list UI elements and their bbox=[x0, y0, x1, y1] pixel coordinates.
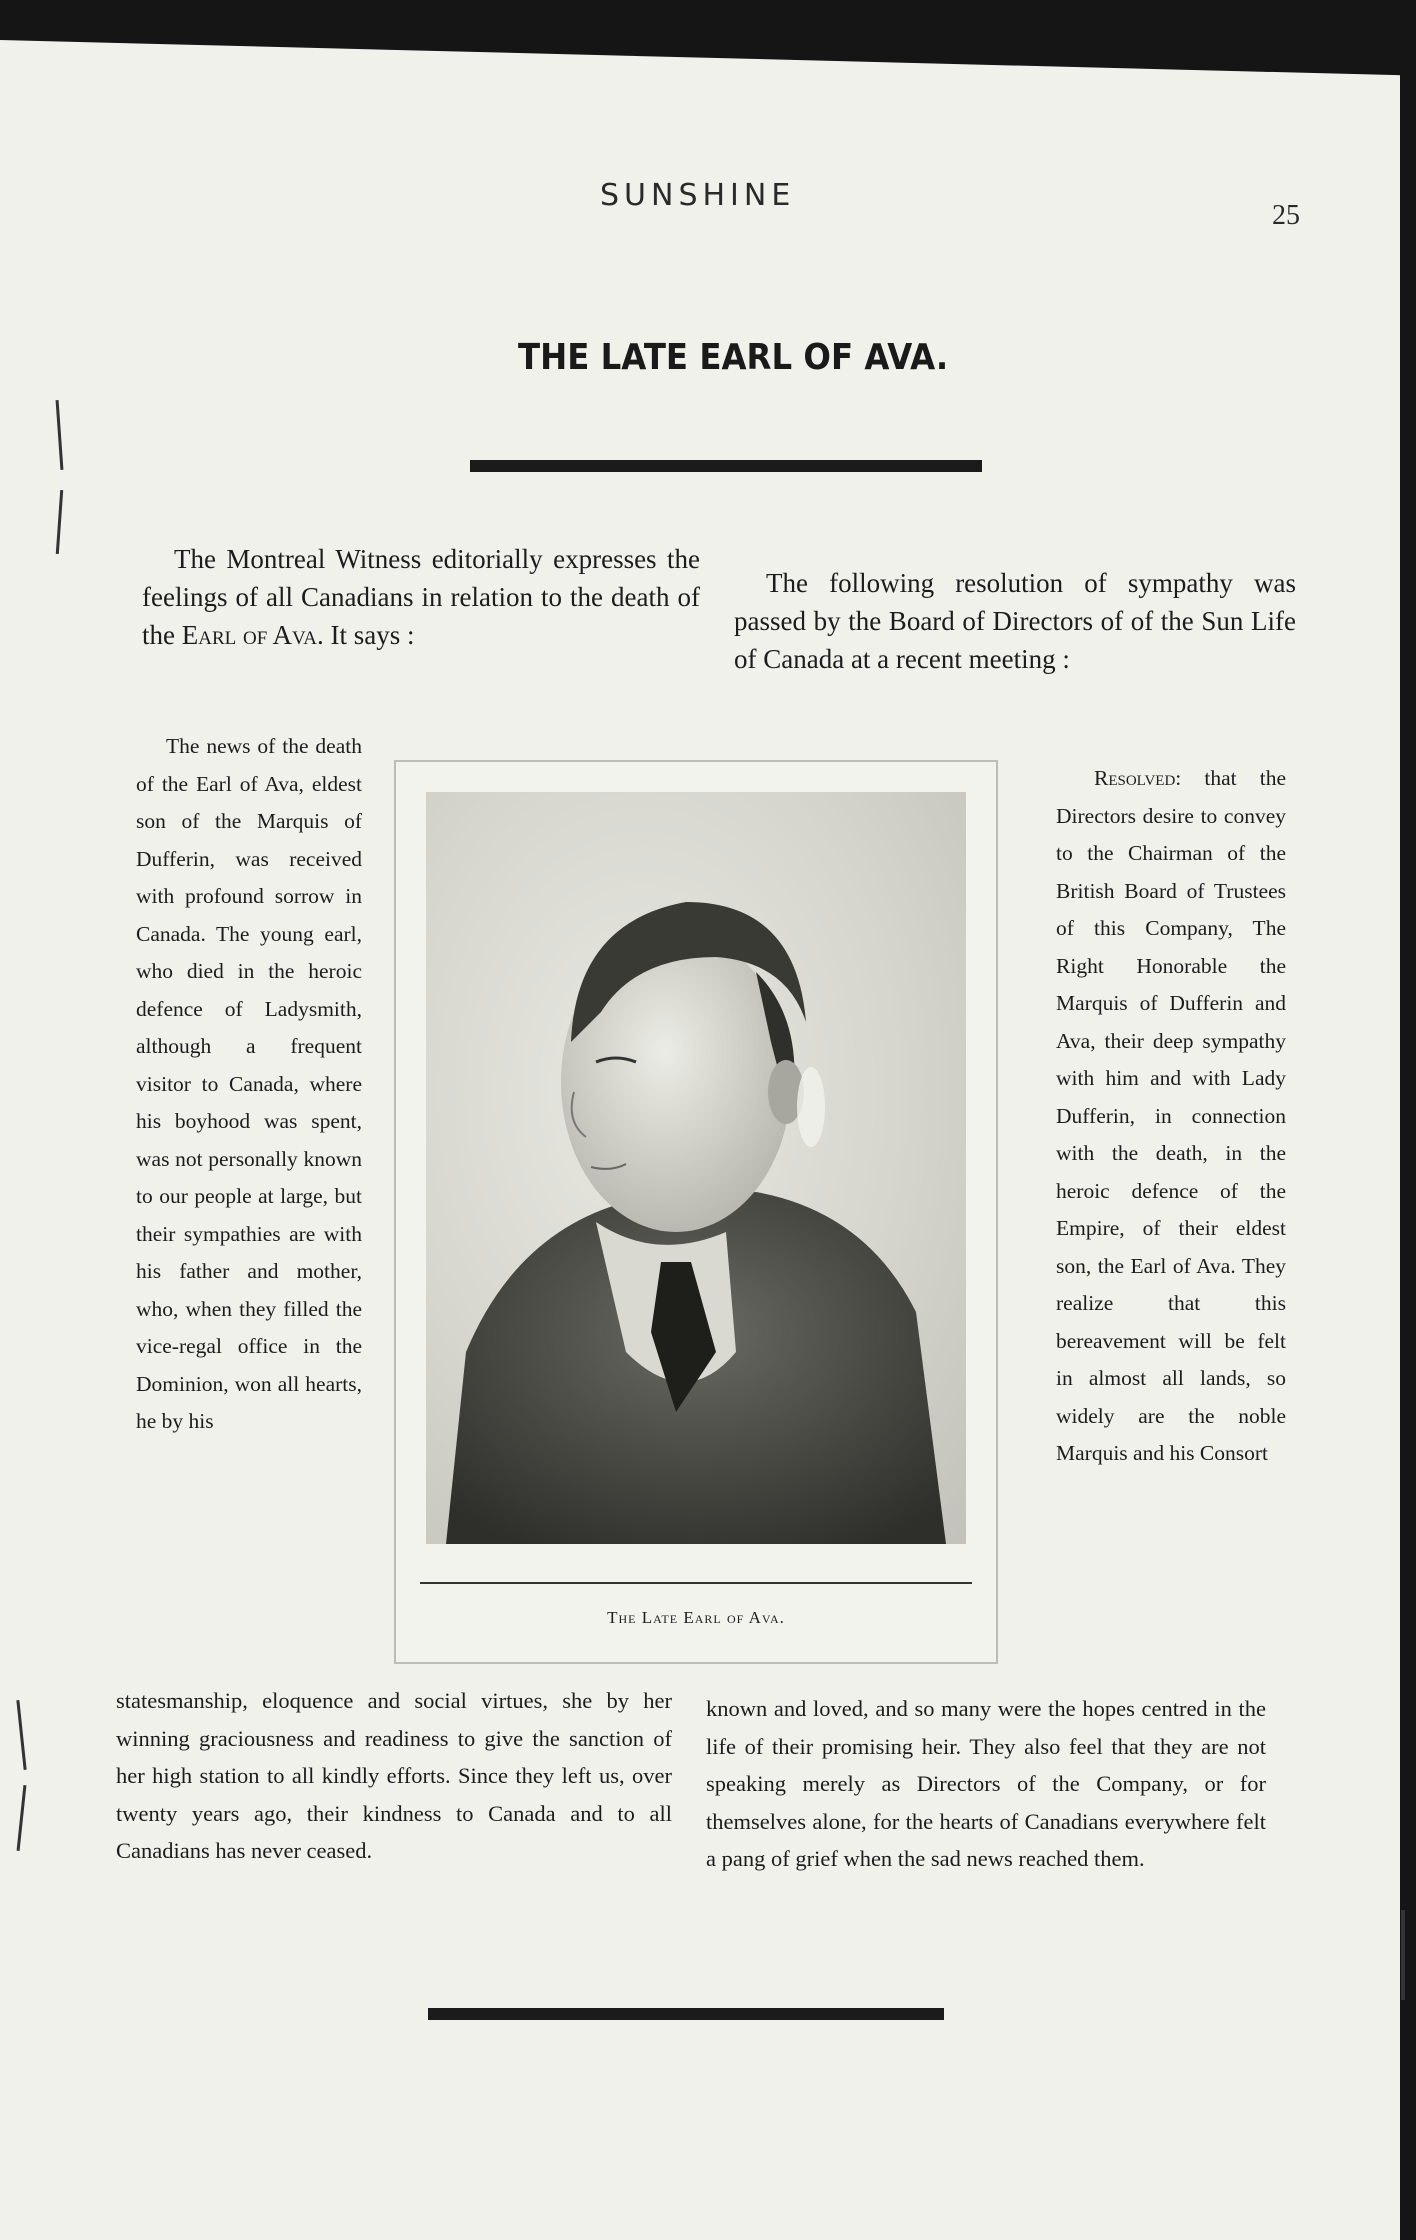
portrait-photo bbox=[426, 792, 966, 1544]
intro-left-tail: It says : bbox=[323, 620, 415, 650]
resolution-text: : that the Directors desire to convey to the Chairman of the British Board of Trustees of this Company, The Right Honorable the Marquis of Dufferin and Ava, their deep sympathy with him and with Lady Dufferin, in connection with the death, in the heroic defence of the Empire, of their eldest son, the Earl of Ava. They realize that this bereavement will be felt in almost all lands, so widely are the noble Marquis and his Consort bbox=[1056, 766, 1286, 1465]
intro-left-small-caps: Earl of Ava. bbox=[181, 620, 324, 650]
figure-caption: The Late Earl of Ava. bbox=[607, 1608, 785, 1627]
right-column-body bbox=[1056, 760, 1286, 1473]
running-header: SUNSHINE bbox=[600, 178, 796, 213]
article-title: THE LATE EARL OF AVA. bbox=[518, 337, 949, 378]
portrait-illustration bbox=[426, 792, 966, 1544]
closing-rule bbox=[428, 2008, 944, 2020]
left-column-text bbox=[136, 728, 362, 1441]
portrait-figure bbox=[394, 760, 998, 1664]
title-rule bbox=[470, 460, 982, 472]
caption-rule bbox=[420, 1582, 972, 1584]
bottom-paragraph-right: known and loved, and so many were the hopes centred in the life of their promising heir. They also feel that they are not speaking merely as Directors of the Company, or for themselves alone, for the hearts of Canadians everywhere felt a pang of grief when the sad news reached them. bbox=[706, 1696, 1266, 1871]
page-number: 25 bbox=[1272, 200, 1300, 231]
bottom-paragraph-left: statesmanship, eloquence and social virtues, she by her winning graciousness and readiness to give the sanction of her high station to all kindly efforts. Since they left us, over twenty years ago, their kindness to Canada and to all Canadians has never ceased. bbox=[116, 1688, 672, 1863]
resolved-small-caps: Resolved bbox=[1094, 766, 1176, 790]
intro-paragraph-left bbox=[142, 540, 700, 654]
margin-mark bbox=[1401, 1910, 1405, 2000]
intro-paragraph-right: The following resolution of sympathy was passed by the Board of Directors of of the Sun Life of Canada at a recent meeting : bbox=[734, 568, 1296, 674]
intro-left-text: The Montreal Witness editorially expresses the feelings of all Canadians in relation to the death of the bbox=[142, 544, 700, 650]
left-column-body: The news of the death of the Earl of Ava, eldest son of the Marquis of Dufferin, was received with profound sorrow in Canada. The young earl, who died in the heroic defence of Ladysmith, although a frequent visitor to Canada, where his boyhood was spent, was not personally known to our people at large, but their sympathies are with his father and mother, who, when they filled the vice-regal office in the Dominion, won all hearts, he by his bbox=[136, 734, 362, 1433]
right-column-text bbox=[1056, 760, 1286, 1473]
